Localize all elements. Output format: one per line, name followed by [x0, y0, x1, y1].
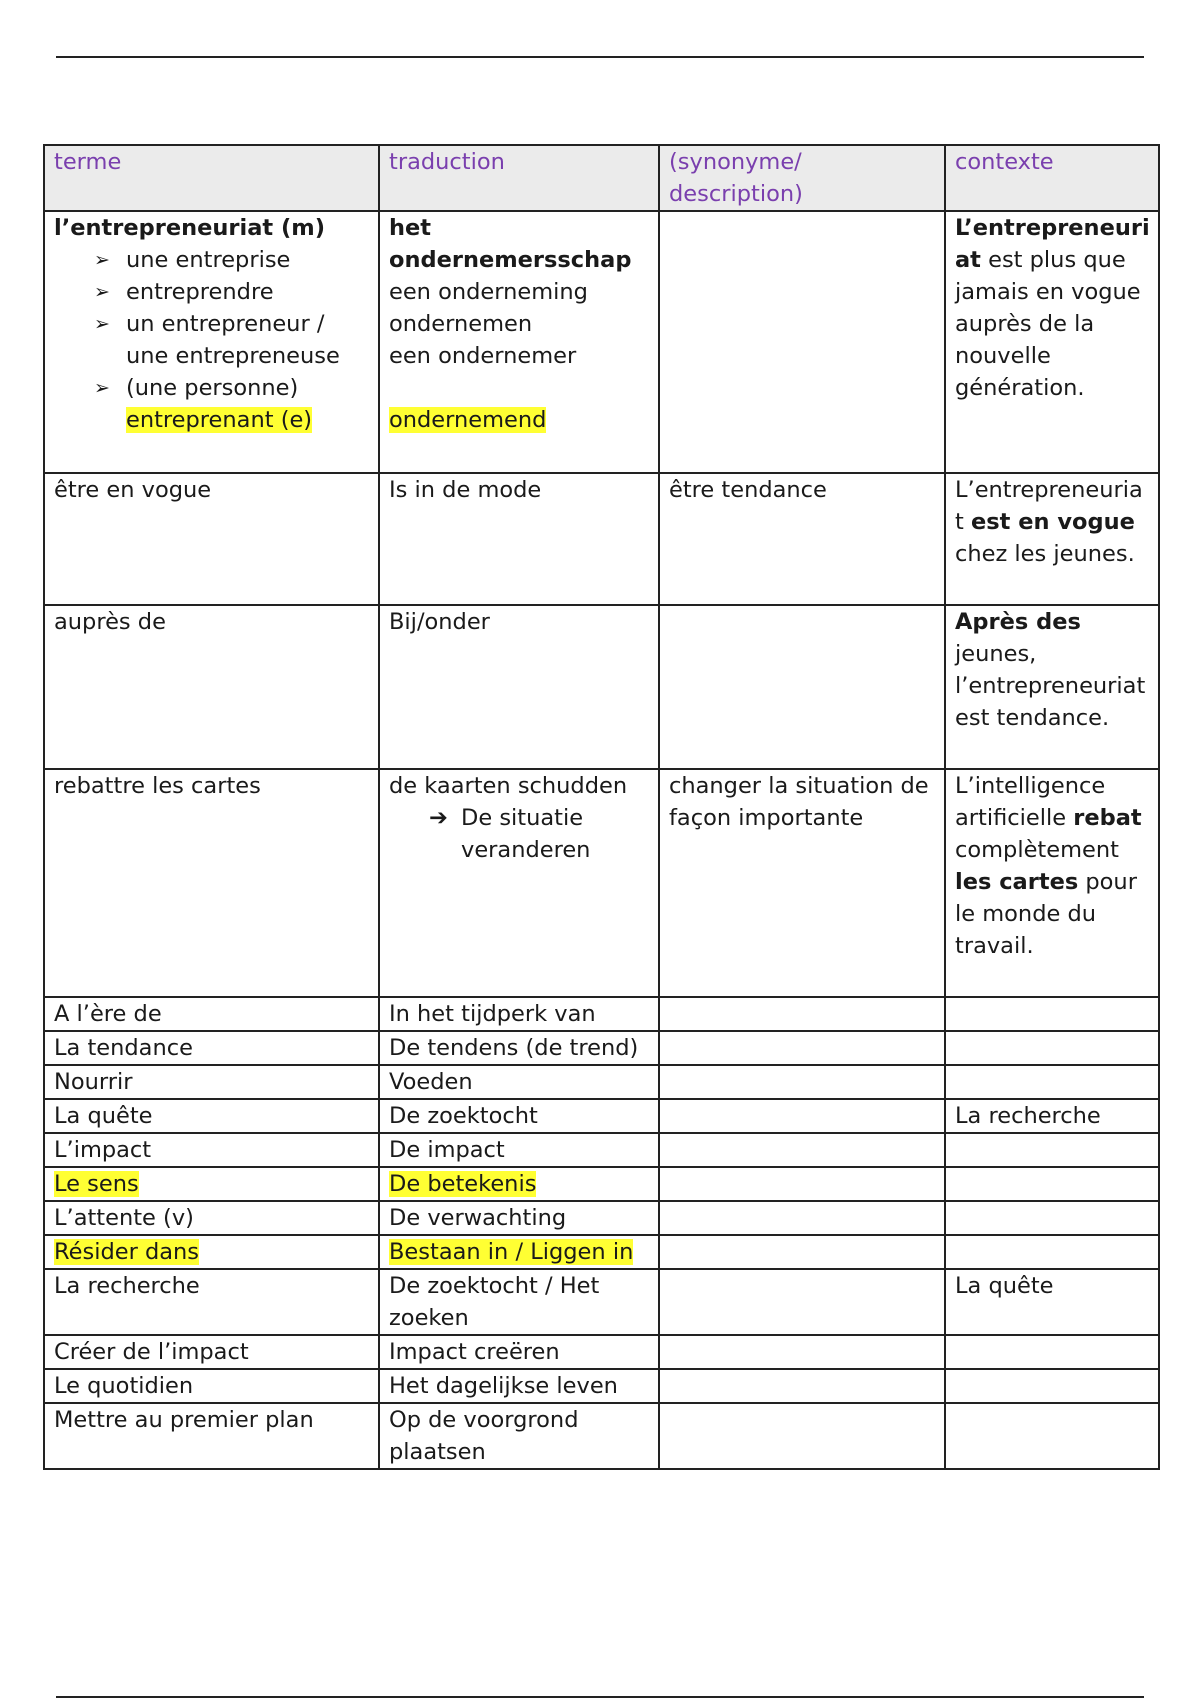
translation-text: het ondernemersschap	[389, 215, 632, 273]
cell-contexte	[945, 1403, 1159, 1469]
highlighted-term: entreprenant (e)	[126, 407, 313, 433]
list-item: ➔ De situatie veranderen	[429, 802, 650, 866]
translation-line: een onderneming	[389, 279, 588, 305]
derived-word-list	[54, 244, 370, 436]
cell-traduction: De zoektocht / Het zoeken	[379, 1269, 659, 1335]
cell-terme	[44, 211, 379, 473]
table-row	[44, 605, 1159, 769]
list-item: ➢ un entrepreneur / une entrepreneuse	[94, 308, 370, 372]
cell-traduction	[379, 1235, 659, 1269]
cell-contexte	[945, 473, 1159, 605]
highlighted-term: Le sens	[54, 1171, 139, 1197]
context-text: jeunes, l’entrepreneuriat est tendance.	[955, 641, 1146, 731]
context-text: chez les jeunes.	[955, 541, 1135, 567]
cell-contexte	[945, 997, 1159, 1031]
table-row	[44, 1167, 1159, 1201]
cell-synonyme	[659, 1201, 945, 1235]
context-bold: L’entrepreneuriat	[955, 215, 1150, 273]
cell-traduction	[379, 211, 659, 473]
table-row	[44, 1133, 1159, 1167]
context-text: pour le monde du travail.	[955, 869, 1137, 959]
cell-traduction: De impact	[379, 1133, 659, 1167]
cell-contexte	[945, 1065, 1159, 1099]
table-row	[44, 1269, 1159, 1335]
context-text: L’entrepreneuriat	[955, 477, 1143, 535]
list-item: ➢ une entreprise	[94, 244, 370, 276]
cell-synonyme	[659, 1099, 945, 1133]
cell-traduction: Is in de mode	[379, 473, 659, 605]
cell-synonyme	[659, 997, 945, 1031]
cell-synonyme	[659, 1335, 945, 1369]
table-row	[44, 1099, 1159, 1133]
highlighted-translation: ondernemend	[389, 407, 547, 433]
table-row	[44, 211, 1159, 473]
cell-contexte: La quête	[945, 1269, 1159, 1335]
cell-contexte	[945, 769, 1159, 997]
cell-traduction: De zoektocht	[379, 1099, 659, 1133]
table-row	[44, 1201, 1159, 1235]
cell-synonyme: être tendance	[659, 473, 945, 605]
table-row	[44, 473, 1159, 605]
cell-terme: La recherche	[44, 1269, 379, 1335]
cell-terme: rebattre les cartes	[44, 769, 379, 997]
table-row	[44, 1335, 1159, 1369]
cell-synonyme	[659, 605, 945, 769]
cell-terme: Le quotidien	[44, 1369, 379, 1403]
header-traduction: traduction	[379, 145, 659, 211]
cell-contexte: La recherche	[945, 1099, 1159, 1133]
cell-contexte	[945, 1167, 1159, 1201]
cell-terme: Créer de l’impact	[44, 1335, 379, 1369]
cell-synonyme	[659, 1133, 945, 1167]
highlighted-term: Résider dans	[54, 1239, 200, 1265]
table-row	[44, 1235, 1159, 1269]
cell-traduction: Bij/onder	[379, 605, 659, 769]
translation-text: de kaarten schudden	[389, 773, 628, 799]
header-synonyme: (synonyme/ description)	[659, 145, 945, 211]
translation-line: een ondernemer	[389, 343, 577, 369]
cell-terme: L’attente (v)	[44, 1201, 379, 1235]
cell-traduction: In het tijdperk van	[379, 997, 659, 1031]
cell-traduction: Het dagelijkse leven	[379, 1369, 659, 1403]
table-row	[44, 1065, 1159, 1099]
cell-terme: L’impact	[44, 1133, 379, 1167]
cell-terme	[44, 1235, 379, 1269]
cell-terme: être en vogue	[44, 473, 379, 605]
cell-synonyme	[659, 1031, 945, 1065]
list-item: ➢ entreprendre	[94, 276, 370, 308]
cell-terme: auprès de	[44, 605, 379, 769]
cell-terme: A l’ère de	[44, 997, 379, 1031]
header-contexte: contexte	[945, 145, 1159, 211]
vocabulary-table	[43, 144, 1160, 1470]
table-row	[44, 1369, 1159, 1403]
cell-terme: Nourrir	[44, 1065, 379, 1099]
header-row	[44, 145, 1159, 211]
cell-traduction: Impact creëren	[379, 1335, 659, 1369]
cell-terme: La tendance	[44, 1031, 379, 1065]
context-text: L’intelligence artificielle	[955, 773, 1106, 831]
translation-line: ondernemen	[389, 311, 533, 337]
cell-synonyme	[659, 1065, 945, 1099]
cell-contexte	[945, 1201, 1159, 1235]
list-item	[94, 372, 370, 436]
cell-contexte	[945, 1031, 1159, 1065]
context-text: complètement	[955, 837, 1119, 863]
header-terme: terme	[44, 145, 379, 211]
highlighted-translation: De betekenis	[389, 1171, 537, 1197]
context-bold: Après des	[955, 609, 1081, 635]
cell-synonyme	[659, 1235, 945, 1269]
cell-traduction	[379, 769, 659, 997]
cell-traduction: De verwachting	[379, 1201, 659, 1235]
cell-synonyme	[659, 211, 945, 473]
footer-rule	[56, 1696, 1144, 1698]
table-row	[44, 769, 1159, 997]
arrow-list	[389, 802, 650, 866]
cell-synonyme	[659, 1269, 945, 1335]
cell-synonyme	[659, 1403, 945, 1469]
cell-traduction: Voeden	[379, 1065, 659, 1099]
context-text: est plus que jamais en vogue auprès de la nouvelle génération.	[955, 247, 1141, 401]
highlighted-translation: Bestaan in / Liggen in	[389, 1239, 634, 1265]
context-bold: est en vogue	[970, 509, 1135, 535]
cell-contexte	[945, 1335, 1159, 1369]
cell-synonyme	[659, 1369, 945, 1403]
cell-synonyme: changer la situation de façon importante	[659, 769, 945, 997]
table-row	[44, 997, 1159, 1031]
cell-contexte	[945, 211, 1159, 473]
header-rule	[56, 56, 1144, 58]
cell-traduction: De tendens (de trend)	[379, 1031, 659, 1065]
cell-synonyme	[659, 1167, 945, 1201]
cell-traduction: Op de voorgrond plaatsen	[379, 1403, 659, 1469]
context-bold: rebat	[1073, 805, 1142, 831]
cell-traduction	[379, 1167, 659, 1201]
cell-terme: La quête	[44, 1099, 379, 1133]
table-row	[44, 1031, 1159, 1065]
spacer	[389, 372, 650, 404]
cell-contexte	[945, 1235, 1159, 1269]
context-bold: les cartes	[955, 869, 1079, 895]
cell-contexte	[945, 1369, 1159, 1403]
list-item-text: (une personne)	[126, 375, 299, 401]
cell-terme	[44, 1167, 379, 1201]
table-row	[44, 1403, 1159, 1469]
term-text: l’entrepreneuriat (m)	[54, 215, 325, 241]
cell-terme: Mettre au premier plan	[44, 1403, 379, 1469]
cell-contexte	[945, 1133, 1159, 1167]
cell-contexte	[945, 605, 1159, 769]
